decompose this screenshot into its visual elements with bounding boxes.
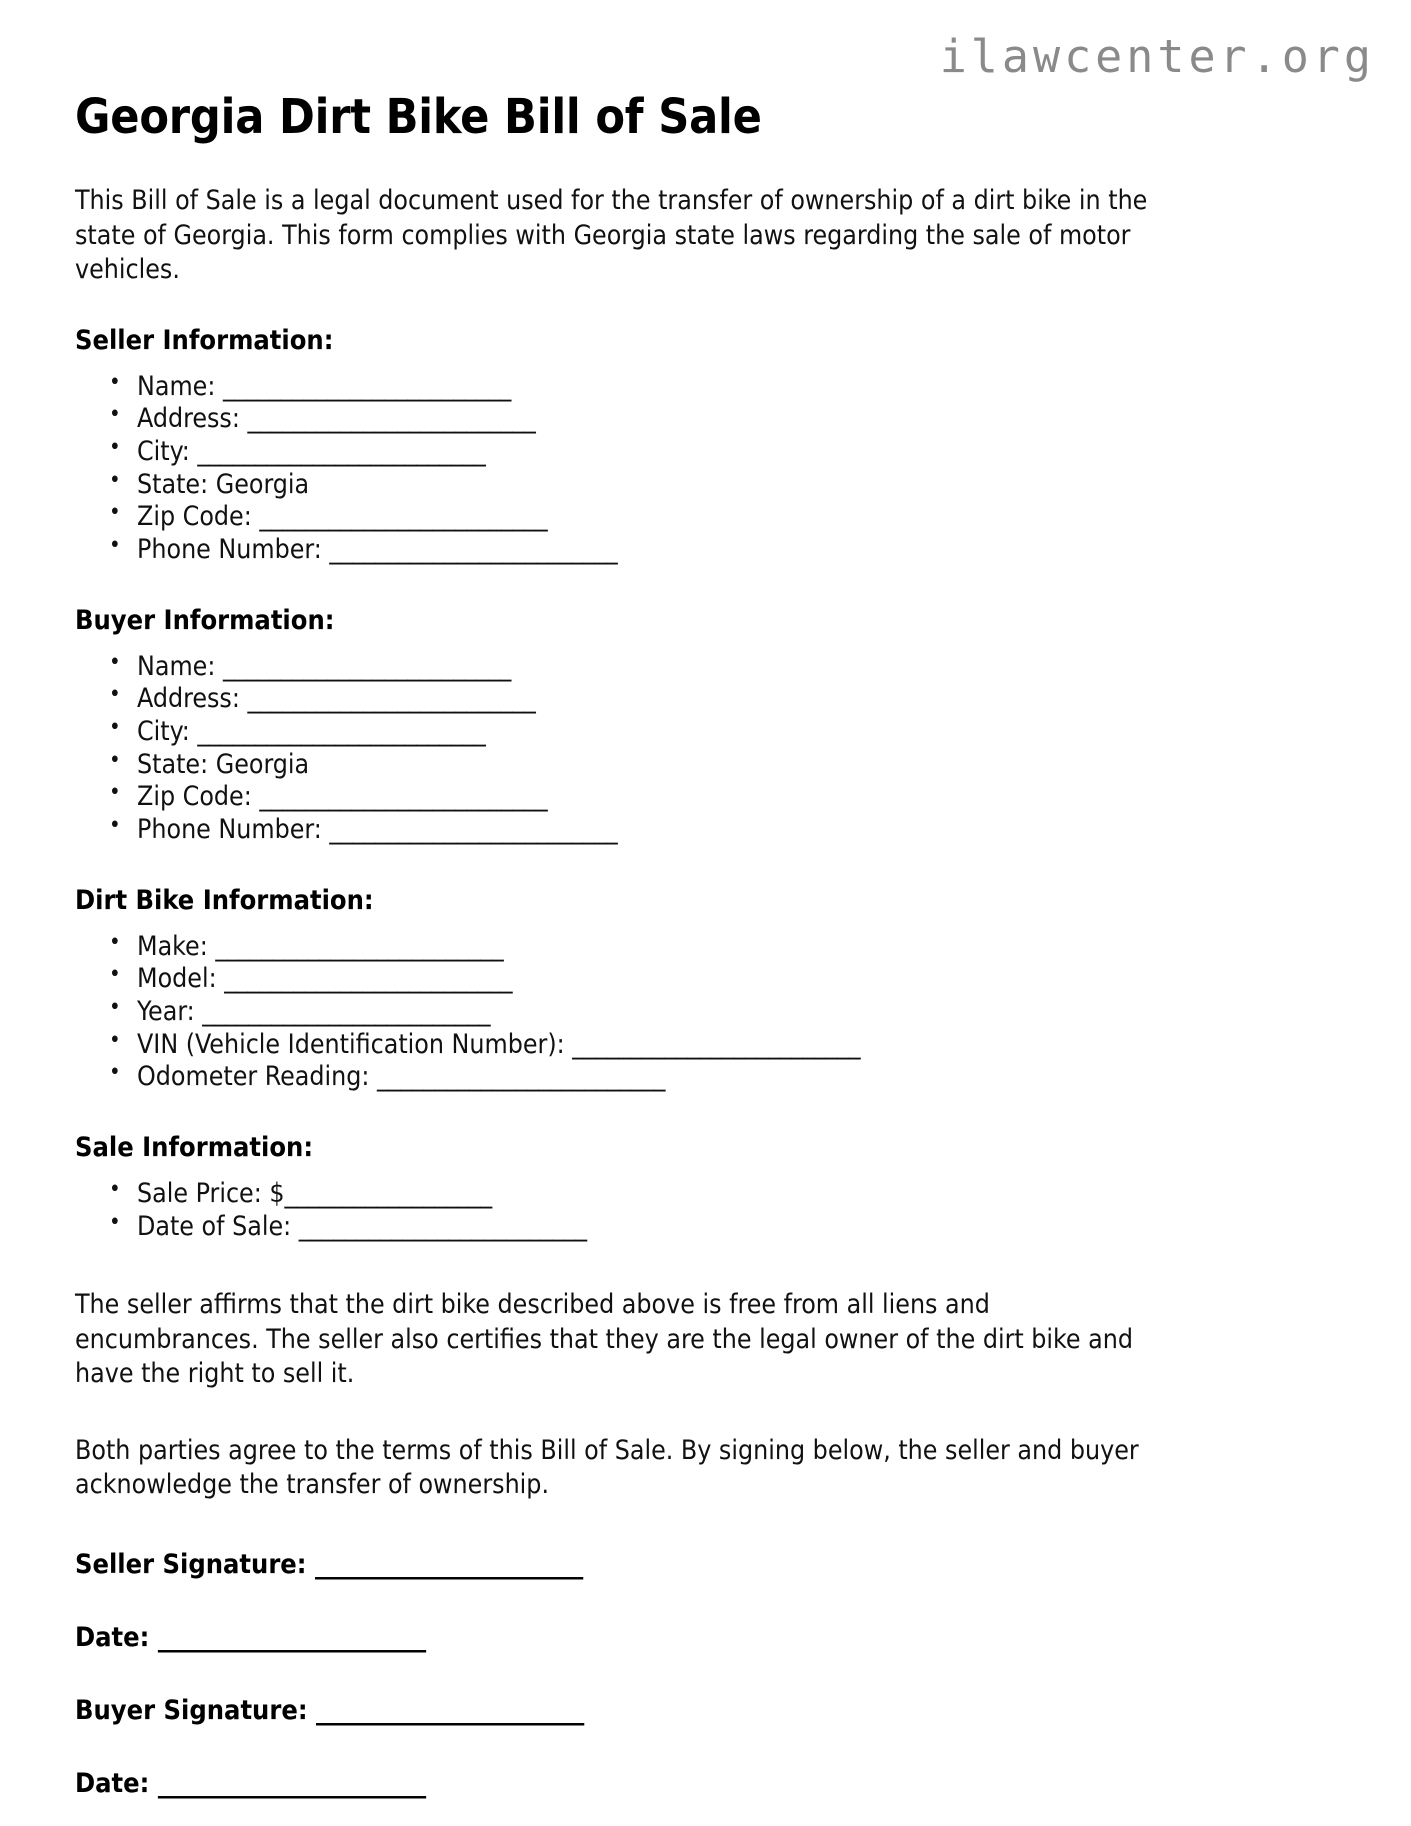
field-label: Make: xyxy=(137,930,216,962)
list-item xyxy=(137,1212,1341,1245)
field-label: Address: xyxy=(137,403,248,435)
field-label: Year: xyxy=(137,996,203,1028)
dirt-bike-information-heading: Dirt Bike Information: xyxy=(75,884,374,916)
field-label: City: xyxy=(137,716,198,748)
seller-date-line xyxy=(75,1580,1341,1653)
seller-information-heading: Seller Information: xyxy=(75,324,334,356)
sale-information-heading: Sale Information: xyxy=(75,1132,314,1164)
list-item xyxy=(137,652,1341,685)
buyer-date-line xyxy=(75,1726,1341,1799)
buyer-information-heading: Buyer Information: xyxy=(75,604,335,636)
field-blank[interactable]: _________________________ xyxy=(224,963,513,995)
field-label: VIN (Vehicle Identification Number): xyxy=(137,1028,573,1060)
field-blank[interactable]: _________________________ xyxy=(329,814,618,846)
buyer-date-blank[interactable]: _______________________ xyxy=(157,1767,426,1799)
field-blank[interactable]: _________________________ xyxy=(197,436,486,468)
list-item xyxy=(137,1179,1341,1212)
list-item xyxy=(137,815,1341,848)
dirt-bike-information-list xyxy=(75,932,1341,1095)
field-blank[interactable]: _________________________ xyxy=(572,1028,861,1060)
list-item xyxy=(137,502,1341,535)
buyer-date-label: Date: xyxy=(75,1767,158,1799)
list-item xyxy=(137,684,1341,717)
seller-signature-label: Seller Signature: xyxy=(75,1548,315,1580)
seller-signature-blank[interactable]: _______________________ xyxy=(314,1548,583,1580)
list-item xyxy=(137,404,1341,437)
seller-signature-line xyxy=(75,1503,1341,1580)
field-blank[interactable]: _________________________ xyxy=(215,930,504,962)
field-blank[interactable]: _________________________ xyxy=(298,1210,587,1242)
list-item xyxy=(137,535,1341,568)
field-label: State: Georgia xyxy=(137,468,310,500)
list-item xyxy=(137,372,1341,405)
list-item xyxy=(137,932,1341,965)
field-blank[interactable]: _________________________ xyxy=(197,716,486,748)
field-blank[interactable]: _________________________ xyxy=(377,1061,665,1093)
sale-information-list xyxy=(75,1179,1341,1244)
field-blank[interactable]: _________________________ xyxy=(259,501,548,533)
field-label: Sale Price: $ xyxy=(137,1178,285,1210)
field-blank[interactable]: _________________________ xyxy=(222,650,511,682)
page-title: Georgia Dirt Bike Bill of Sale xyxy=(75,89,762,145)
buyer-signature-label: Buyer Signature: xyxy=(75,1694,316,1726)
list-item xyxy=(137,1062,1341,1095)
field-label: Phone Number: xyxy=(137,814,330,846)
field-blank[interactable]: _________________________ xyxy=(259,781,548,813)
field-blank[interactable]: __________________ xyxy=(284,1178,492,1210)
field-blank[interactable]: _________________________ xyxy=(247,403,536,435)
intro-paragraph: This Bill of Sale is a legal document used for the transfer of ownership of a dirt bike in the state of Georgia. This form complies with Georgia state laws regarding the sale of motor vehicles. xyxy=(75,185,1148,286)
buyer-information-list xyxy=(75,652,1341,848)
affirmation-paragraph: The seller affirms that the dirt bike described above is free from all liens and encumbrances. The seller also certifies that they are the legal owner of the dirt bike and have the right to sell it. xyxy=(75,1289,1134,1390)
field-label: Address: xyxy=(137,683,248,715)
buyer-signature-blank[interactable]: _______________________ xyxy=(315,1694,584,1726)
list-item xyxy=(137,717,1341,750)
field-label: Model: xyxy=(137,963,225,995)
field-label: Date of Sale: xyxy=(137,1210,299,1242)
list-item xyxy=(137,964,1341,997)
list-item xyxy=(137,782,1341,815)
field-blank[interactable]: _________________________ xyxy=(247,683,536,715)
field-label: Name: xyxy=(137,650,223,682)
field-label: Zip Code: xyxy=(137,781,260,813)
list-item xyxy=(137,750,1341,783)
seller-date-blank[interactable]: _______________________ xyxy=(157,1621,426,1653)
list-item xyxy=(137,437,1341,470)
field-blank[interactable]: _________________________ xyxy=(222,370,511,402)
field-blank[interactable]: _________________________ xyxy=(329,534,618,566)
field-label: Phone Number: xyxy=(137,534,330,566)
field-label: Odometer Reading: xyxy=(137,1061,378,1093)
field-label: State: Georgia xyxy=(137,748,310,780)
field-label: Zip Code: xyxy=(137,501,260,533)
list-item xyxy=(137,470,1341,503)
field-label: Name: xyxy=(137,370,223,402)
seller-date-label: Date: xyxy=(75,1621,158,1653)
list-item xyxy=(137,1030,1341,1063)
agreement-paragraph: Both parties agree to the terms of this Bill of Sale. By signing below, the seller and buyer acknowledge the transfer of ownership. xyxy=(75,1434,1139,1501)
list-item xyxy=(137,997,1341,1030)
seller-information-list xyxy=(75,372,1341,568)
site-watermark: ilawcenter.org xyxy=(939,30,1375,83)
field-blank[interactable]: _________________________ xyxy=(202,996,491,1028)
buyer-signature-line xyxy=(75,1653,1341,1726)
field-label: City: xyxy=(137,436,198,468)
